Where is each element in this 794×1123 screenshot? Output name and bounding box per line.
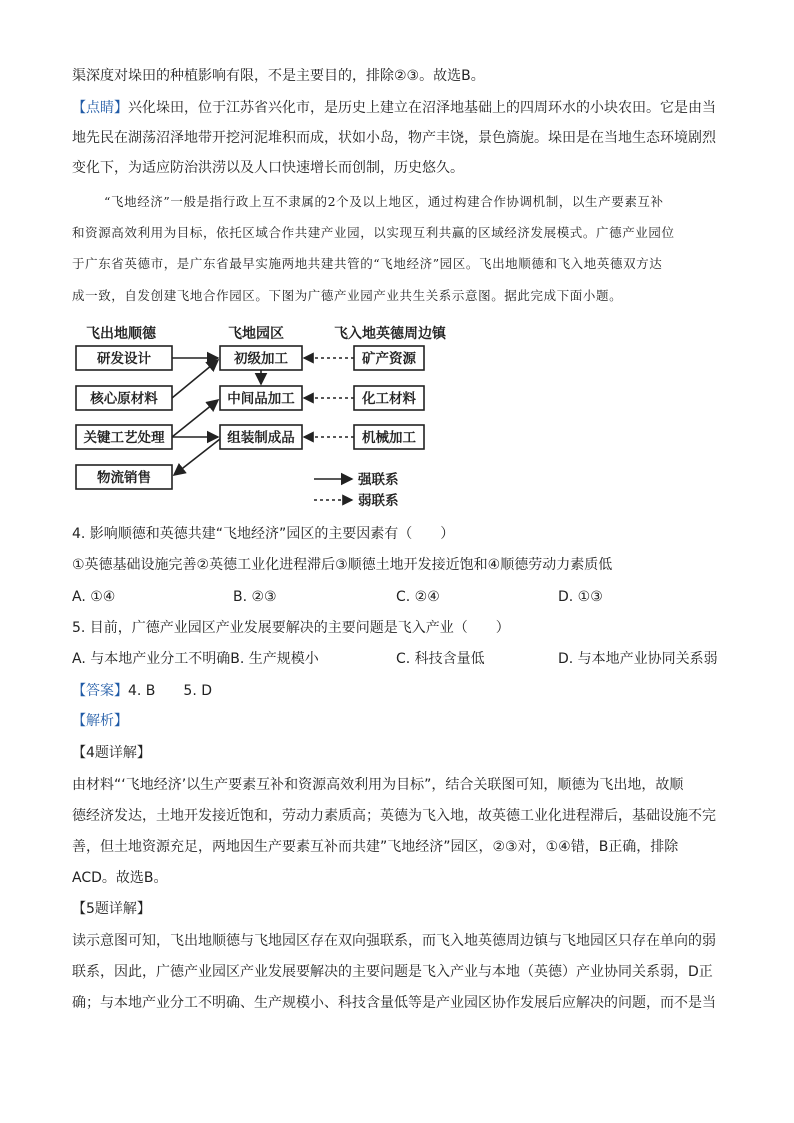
dianjing-line-1: [72, 98, 716, 118]
label-left-1: 核心原材料: [90, 391, 158, 407]
label-right-1: 化工材料: [362, 391, 416, 407]
d5-line-2: 联系，因此，广德产业园区产业发展要解决的主要问题是飞入产业与本地（英德）产业协同关系弱，D正: [72, 964, 713, 980]
legend-weak-label: 弱联系: [358, 493, 399, 509]
q5-stem: 5. 目前，广德产业园区产业发展要解决的主要问题是飞入产业（ ）: [72, 620, 510, 636]
industry-symbiosis-diagram: [72, 318, 462, 514]
material-line-3: 于广东省英德市，是广东省最早实施两地共建共管的“飞地经济”园区。飞出地顺德和飞入地英德双方达: [72, 256, 663, 271]
dianjing-tag: 【点睛】: [72, 100, 128, 116]
label-mid-0: 初级加工: [234, 351, 288, 367]
arrow-left1-mid0: [172, 360, 218, 398]
material-line-2: 和资源高效利用为目标，依托区域合作共建产业园，以实现互利共赢的区域经济发展模式。广德产业园位: [72, 225, 675, 240]
legend-strong-label: 强联系: [358, 472, 399, 488]
label-left-3: 物流销售: [97, 470, 151, 486]
d4-line-2: 德经济发达，土地开发接近饱和，劳动力素质高；英德为飞入地，故英德工业化进程滞后，基础设施不完: [72, 808, 716, 824]
q4-option-b: B. ②③: [233, 589, 277, 605]
analysis-tag: 【解析】: [72, 713, 128, 729]
arrow-left2-mid1: [172, 400, 218, 437]
dianjing-line-2: 地先民在湖荡沼泽地带开挖河泥堆积而成，状如小岛，物产丰饶，景色旖旎。垛田是在当地生态环境剧烈: [72, 130, 716, 146]
material-line-1: “飞地经济”一般是指行政上互不隶属的2个及以上地区，通过构建合作协调机制，以生产要素互补: [104, 194, 664, 209]
q4-option-c: C. ②④: [396, 589, 440, 605]
d4-line-4: ACD。故选B。: [72, 870, 168, 886]
col-title-mid: 飞地园区: [228, 326, 284, 342]
dianjing-line-3: 变化下，为适应防治洪涝以及人口快速增长而创制，历史悠久。: [72, 160, 464, 176]
q5-option-ab: A. 与本地产业分工不明确B. 生产规模小: [72, 651, 319, 667]
col-title-right: 飞入地英德周边镇: [334, 326, 446, 342]
q5-option-d: D. 与本地产业协同关系弱: [558, 651, 718, 667]
arrow-mid2-left3: [174, 439, 220, 475]
d4-line-3: 善，但土地资源充足，两地因生产要素互补而共建”飞地经济”园区，②③对，①④错，B正确，排除: [72, 839, 679, 855]
q5-option-c: C. 科技含量低: [396, 651, 485, 667]
d5-tag: 【5题详解】: [72, 901, 151, 917]
prev-text: 渠深度对垛田的种植影响有限，不是主要目的，排除②③。故选B。: [72, 68, 485, 84]
q4-option-d: D. ①③: [558, 589, 603, 605]
material-line-4: 成一致，自发创建飞地合作园区。下图为广德产业园产业共生关系示意图。据此完成下面小题。: [72, 288, 623, 303]
label-left-2: 关键工艺处理: [83, 430, 165, 446]
q4-option-a: A. ①④: [72, 589, 116, 605]
label-left-0: 研发设计: [97, 351, 151, 367]
d5-line-1: 读示意图可知，飞出地顺德与飞地园区存在双向强联系，而飞入地英德周边镇与飞地园区只存在单向的弱: [72, 933, 716, 949]
answer-line: [72, 681, 212, 701]
q4-stem: 4. 影响顺德和英德共建“飞地经济”园区的主要因素有（ ）: [72, 526, 455, 542]
col-title-left: 飞出地顺德: [86, 326, 156, 342]
d5-line-3: 确；与本地产业分工不明确、生产规模小、科技含量低等是产业园区协作发展后应解决的问题，而不是当: [72, 995, 716, 1011]
label-mid-2: 组装制成品: [227, 430, 295, 446]
answer-text: 4. B 5. D: [128, 683, 212, 699]
d4-line-1: 由材料“‘飞地经济’以生产要素互补和资源高效利用为目标”，结合关联图可知，顺德为飞出地，故顺: [72, 777, 684, 793]
answer-tag: 【答案】: [72, 683, 128, 699]
d4-tag: 【4题详解】: [72, 745, 151, 761]
label-mid-1: 中间品加工: [227, 391, 295, 407]
label-right-0: 矿产资源: [362, 351, 416, 367]
q4-statements: ①英德基础设施完善②英德工业化进程滞后③顺德土地开发接近饱和④顺德劳动力素质低: [72, 557, 613, 573]
dianjing-text: 兴化垛田，位于江苏省兴化市，是历史上建立在沼泽地基础上的四周环水的小块农田。它是由当: [128, 100, 716, 116]
label-right-2: 机械加工: [362, 430, 416, 446]
